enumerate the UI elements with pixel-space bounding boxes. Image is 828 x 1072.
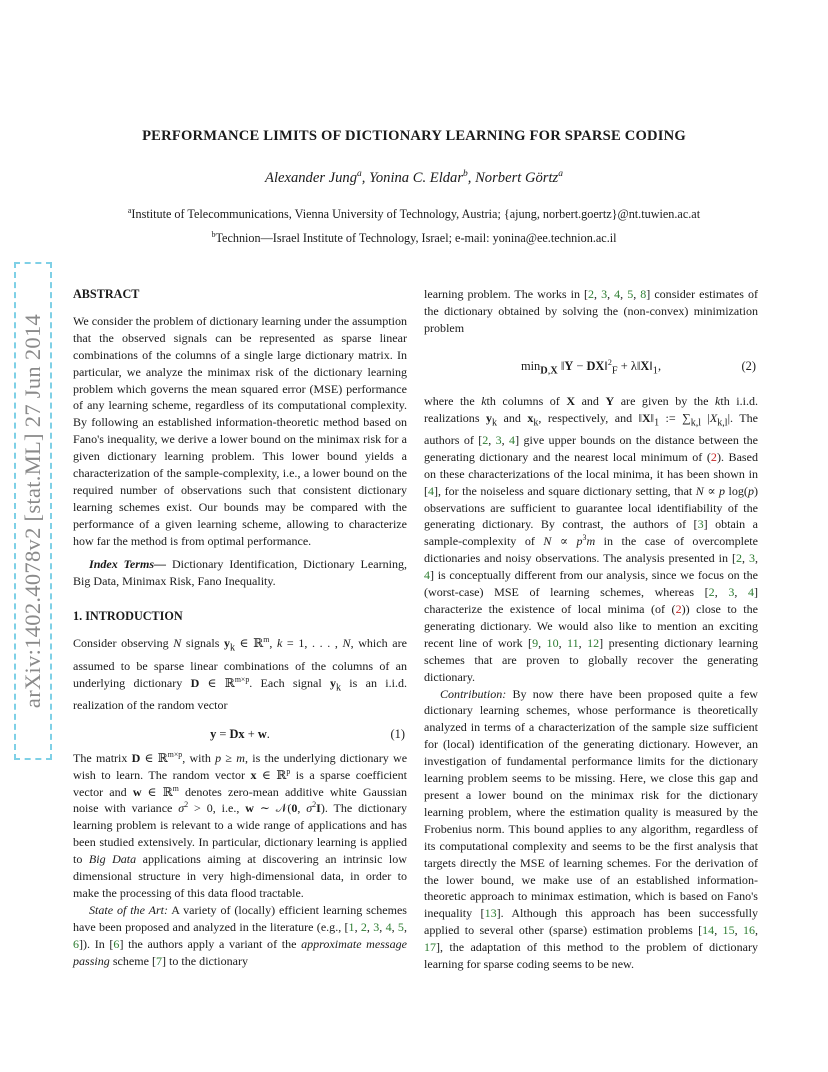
arxiv-identifier-text: arXiv:1402.4078v2 [stat.ML] 27 Jun 2014 — [20, 313, 45, 709]
affiliation-1: $^a$Institute of Telecommunications, Vienna University of Technology, Austria; {ajung, norbert.goertz}@nt.tuwien.ac.at — [127, 205, 701, 221]
left-column — [73, 286, 407, 970]
equation-1-number: (1) — [390, 726, 405, 741]
author-1: Alexander Jung$^a$, — [265, 169, 370, 186]
paper-title: PERFORMANCE LIMITS OF DICTIONARY LEARNING FOR SPARSE CODING — [142, 128, 686, 144]
affiliation-2: $^b$Technion—Israel Institute of Technology, Israel; e-mail: yonina@ee.technion.ac.il — [211, 229, 617, 245]
equation-2-number: (2) — [741, 358, 756, 373]
arxiv-identifier-stamp — [14, 262, 52, 760]
author-3: Norbert Görtz$^a$ — [475, 169, 563, 186]
abstract-text: We consider the problem of dictionary learning under the assumption that the observed signals can be represented as sparse linear combinations of the columns of a single large dictionary matrix. In particular, we analyze the minimax risk of the dictionary learning problem which governs the mean squared error (MSE) performance of any learning scheme, regardless of its computational complexity. By following an established information-theoretic method based on Fano's inequality, we derive a lower bound on the minimax risk for a given dictionary learning problem. This lower bound yields a characterization of the sample-complexity, i.e., a lower bound on the required number of observations such that consistent dictionary learning schemes exist. Our bounds may be compared with the performance of a given learning scheme, allowing to characterize how far the method is from optimal performance. — [73, 313, 407, 548]
intro-paragraph-state-of-art: State of the Art: A variety of (locally) efficient learning schemes have been proposed and analyzed in the literature (e.g., [1, 2, 3, 4, 5, 6]). In [6] the authors apply a variant of the approximate message passing scheme [7] to the dictionary — [73, 902, 407, 968]
introduction-heading: 1. INTRODUCTION — [73, 609, 183, 624]
right-paragraph-1: learning problem. The works in [2, 3, 4, 5, 8] consider estimates of the dictionary obtained by solving the (non-convex) minimization problem — [424, 287, 759, 335]
intro-paragraph-2: The matrix D ∈ ℝ$^{m\times p}$, with p ≥ m, is the underlying dictionary we wish to learn. The random vector x ∈ ℝ$^p$ is a sparse coefficient vector and w ∈ ℝ$^m$ denotes zero-mean additive white Gaussian noise with variance $\sigma^2 > 0$, i.e., w ∼ 𝒩(0, $\sigma^2I$). The dictionary learning problem is relevant to a wide range of applications and has been studied extensively. In particular, dictionary learning is applied to Big Data applications aiming at discovering an intrinsic low dimensional structure in very high-dimensional data, in order to make the processing of this data flood tractable. — [73, 749, 408, 900]
author-list — [0, 170, 828, 187]
author-2: Yonina C. Eldar$^b$, — [369, 169, 476, 186]
equation-1: y = Dx + w. (1) — [73, 721, 407, 748]
intro-paragraph-1: Consider observing N signals $y_k$ ∈ ℝ$^m$, k = 1, . . . , N, which are assumed to be sparse linear combinations of the columns of an underlying dictionary D ∈ ℝ$^{m\times p}$. Each signal $y_k$ is an i.i.d. realization of the random vector — [73, 635, 408, 712]
right-paragraph-contribution: Contribution: By now there have been proposed quite a few dictionary learning schemes, whose performance is theoretically analyzed in terms of a characterization of the sample size sufficient for (local) identification of the generating dictionary. However, an investigation of fundamental performance limits for the dictionary learning problem seems to be missing. Here, we close this gap and present a lower bound on the minimax risk for the dictionary learning problem, where the estimation quality is measured by the Frobenius norm. This bound applies to any algorithm, regardless of its computational complexity and seems to be the first analysis that targets directly the MSE of learning schemes. For the derivation of the lower bound, we make use of an established information-theoretic approach to minimax estimation, which is based on Fano's inequality [13]. Although this approach has been successfully applied to several other (sparse) estimation problems [14, 15, 16, 17], the adaptation of this method to the problem of dictionary learning for sparse coding seems to be new. — [424, 686, 758, 972]
right-paragraph-2: where the kth columns of X and Y are given by the kth i.i.d. realizations $y_k$ and $x_k$, respectively, and $‖X‖_1$ := $\sum_{k,l}$ $|X_{k,l}|$. The authors of [2, 3, 4] give upper bounds on the distance between the generating dictionary and the nearest local minimum of (2). Based on these characterizations of the local minima, it has been shown in [4], for the noiseless and square dictionary setting, that N ∝ p log(p) observations are sufficient to guarantee local identifiability of the generating dictionary. By contrast, the authors of [3] obtain a sample-complexity of $N \propto p^3m$ in the case of overcomplete dictionaries and noisy observations. The analysis presented in [2, 3, 4] is conceptually different from our analysis, since we focus on the (worst-case) MSE of learning schemes, whereas [2, 3, 4] characterize the existence of local minima (of (2)) close to the generating dictionary. We would also like to mention an exciting recent line of work [9, 10, 11, 12] presenting dictionary learning schemes that are proven to globally recover the generating dictionary. — [424, 393, 759, 684]
right-column — [424, 286, 758, 973]
abstract-heading: ABSTRACT — [73, 287, 140, 301]
index-terms: Index Terms— Dictionary Identification, Dictionary Learning, Big Data, Minimax Risk, Fano Inequality. — [73, 556, 408, 588]
equation-2: $\min_{D,X}$ ‖Y − DX‖$^2_F$ + $\lambda‖X‖_1$, (2) — [424, 349, 758, 383]
